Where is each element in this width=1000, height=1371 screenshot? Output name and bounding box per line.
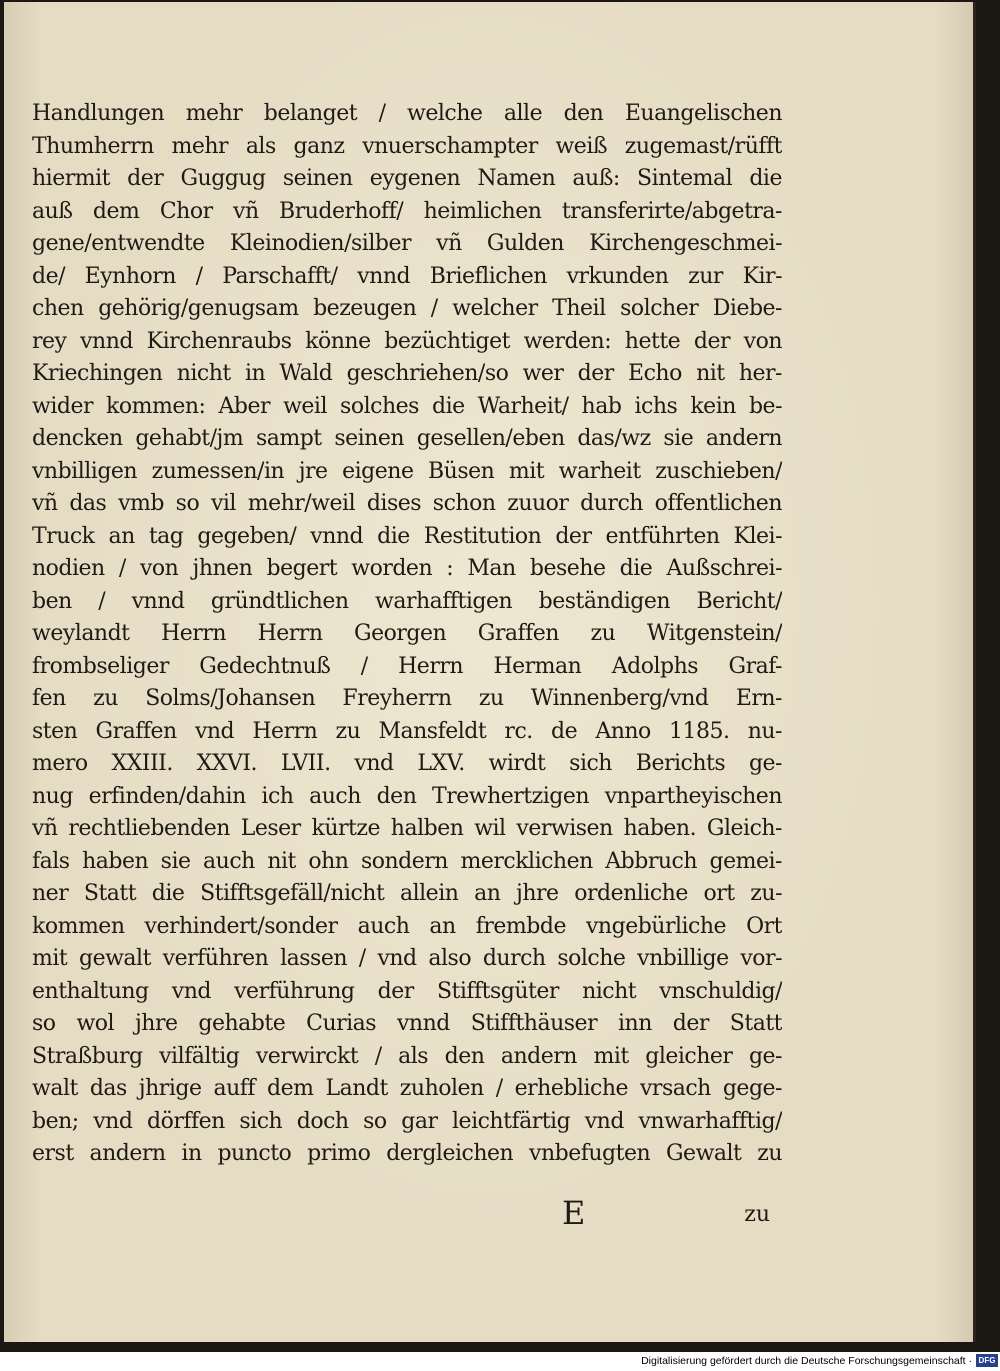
text-line: weylandt Herrn Herrn Georgen Graffen zu Witgenstein/: [32, 621, 782, 646]
text-line: Thumherrn mehr als ganz vnuerschampter weiß zugemast/rüfft: [32, 133, 782, 159]
text-line: wider kommen: Aber weil solches die Warheit/ hab ichs kein be-: [32, 393, 782, 419]
signature-mark: E: [562, 1194, 586, 1232]
text-line: frombseliger Gedechtnuß / Herrn Herman Adolphs Graf-: [32, 653, 782, 679]
catchword: zu: [744, 1202, 770, 1227]
text-line: fen zu Solms/Johansen Freyherrn zu Winnenberg/vnd Ern-: [32, 686, 782, 711]
text-line: ben; vnd dörffen sich doch so gar leichtfärtig vnd vnwarhafftig/: [32, 1108, 782, 1134]
text-line: Straßburg vilfältig verwirckt / als den andern mit gleicher ge-: [32, 1043, 782, 1069]
funding-credit: Digitalisierung gefördert durch die Deutsche Forschungsgemeinschaft ·: [641, 1355, 972, 1367]
book-page: [4, 2, 976, 1342]
text-line: nodien / von jhnen begert worden : Man besehe die Außschrei-: [32, 556, 782, 581]
text-line: chen gehörig/genugsam bezeugen / welcher Theil solcher Diebe-: [32, 296, 782, 321]
text-line: vñ das vmb so vil mehr/weil dises schon zuuor durch offentlichen: [32, 491, 782, 516]
text-line: hiermit der Guggug seinen eygenen Namen auß: Sintemal die: [32, 166, 782, 191]
text-line: de/ Eynhorn / Parschafft/ vnnd Brieflichen vrkunden zur Kir-: [32, 263, 782, 289]
text-line: rey vnnd Kirchenraubs könne bezüchtiget werden: hette der von: [32, 328, 782, 354]
text-line: sten Graffen vnd Herrn zu Mansfeldt rc. de Anno 1185. nu-: [32, 718, 782, 744]
text-line: Handlungen mehr belanget / welche alle den Euangelischen: [32, 101, 782, 126]
page-text: [32, 98, 782, 1171]
text-line: gene/entwendte Kleinodien/silber vñ Gulden Kirchengeschmei-: [32, 231, 782, 256]
text-line: so wol jhre gehabte Curias vnnd Stiffthäuser inn der Statt: [32, 1011, 782, 1036]
text-line: vñ rechtliebenden Leser kürtze halben wil verwisen haben. Gleich-: [32, 816, 782, 841]
text-line: nug erfinden/dahin ich auch den Trewhertzigen vnpartheyischen: [32, 783, 782, 809]
text-line: ben / vnnd gründtlichen warhafftigen beständigen Bericht/: [32, 588, 782, 614]
text-line: enthaltung vnd verführung der Stifftsgüter nicht vnschuldig/: [32, 978, 782, 1004]
credit-bar: [0, 1352, 1000, 1371]
text-line: ner Statt die Stifftsgefäll/nicht allein an jhre ordenliche ort zu-: [32, 881, 782, 906]
text-line: Kriechingen nicht in Wald geschriehen/so wer der Echo nit her-: [32, 361, 782, 386]
text-line: erst andern in puncto primo dergleichen vnbefugten Gewalt zu: [32, 1141, 782, 1166]
text-line: walt das jhrige auff dem Landt zuholen / erhebliche vrsach gege-: [32, 1076, 782, 1101]
text-line: mero XXIII. XXVI. LVII. vnd LXV. wirdt sich Berichts ge-: [32, 751, 782, 776]
text-line: kommen verhindert/sonder auch an frembde vngebürliche Ort: [32, 913, 782, 939]
text-line: fals haben sie auch nit ohn sondern mercklichen Abbruch gemei-: [32, 848, 782, 874]
page-footer: [32, 1196, 782, 1230]
text-line: Truck an tag gegeben/ vnnd die Restitution der entführten Klei-: [32, 523, 782, 549]
text-line: auß dem Chor vñ Bruderhoff/ heimlichen transferirte/abgetra-: [32, 198, 782, 224]
text-line: dencken gehabt/jm sampt seinen gesellen/eben das/wz sie andern: [32, 426, 782, 451]
text-line: vnbilligen zumessen/in jre eigene Büsen mit warheit zuschieben/: [32, 458, 782, 484]
text-line: mit gewalt verführen lassen / vnd also durch solche vnbillige vor-: [32, 946, 782, 971]
dfg-logo-icon: DFG: [976, 1354, 998, 1367]
